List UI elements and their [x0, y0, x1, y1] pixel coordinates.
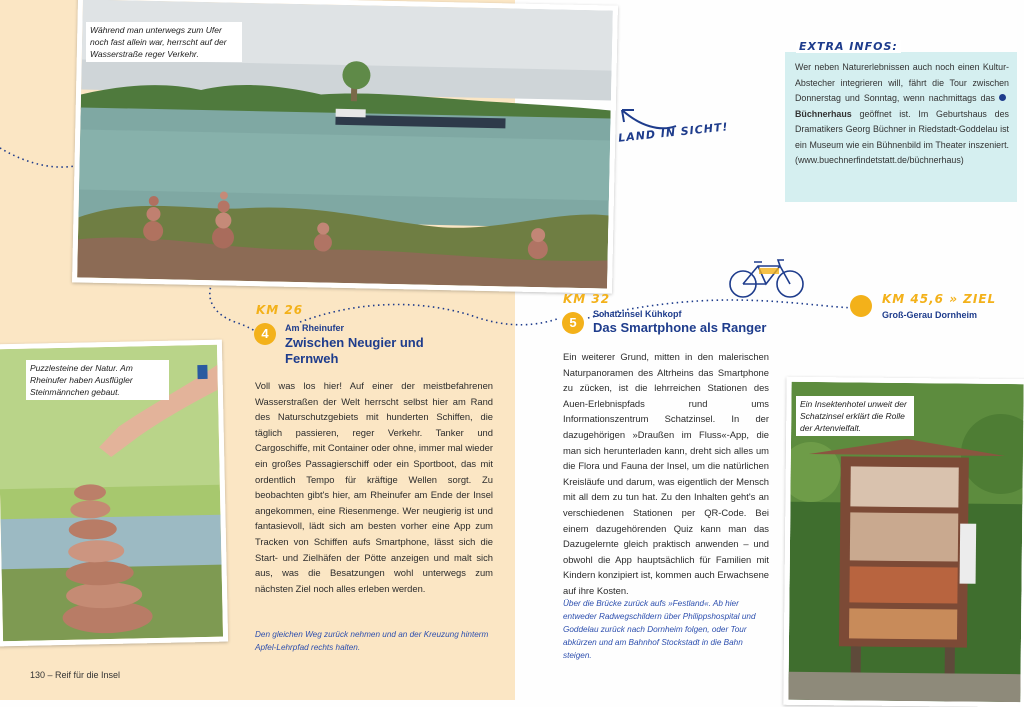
left-photo-caption: Puzzlesteine der Natur. Am Rheinufer haben Ausflügler Steinmännchen gebaut.: [26, 360, 169, 400]
top-photo-caption: Während man unterwegs zum Ufer noch fast allein war, herrscht auf der Wasserstraße reger Verkehr.: [86, 22, 242, 62]
stop4-heading: Zwischen Neugier und Fernweh: [285, 335, 424, 366]
stop4-number: 4: [254, 323, 276, 345]
stop5-body: Ein weiterer Grund, mitten in den malerischen Naturpanoramen des Altrheins das Smartphone zu zücken, ist die lehrreichen Stationen des Auen-Erlebnispfads rund ums Informationszentrum Schatzinsel. In der dazugehörigen »Draußen im Fluss«-App, die man sich herunterladen kann, dreht sich alles um die Flora und Fauna der Insel, um die natürlichen Kreisläufe und darum, was eigentlich der Mensch mit all dem zu tun hat. Zu den Inhalten geht's an verschiedenen Stationen per QR-Code. Bei einem dazugehörenden Quiz kann man das Dazugelernte gleich praktisch anwenden – und obwohl die App hauptsächlich für Familien mit Kindern konzipiert ist, kommen auch Erwachsene auf ihre Kosten.: [563, 351, 769, 596]
stop5-location: Schatzinsel Kühkopf: [593, 309, 682, 319]
goal-location: Groß-Gerau Dornheim: [882, 310, 978, 320]
stop5-number: 5: [562, 312, 584, 334]
bicycle-icon: [728, 258, 808, 302]
stop4-body: Voll was los hier! Auf einer der meistbefahrenen Wasserstraßen der Welt herrscht selbst hier am Rand des Naturschutzgebiets mit hunderten Schiffen, die täglich passieren, reger Verkehr. Tanker und Cargoschiffe, mit Container oder ohne, immer mal wieder ein großes Passagierschiff oder ein Sportboot, das mit ordentlich Tempo für kräftige Wellen sorgt. Zu beobachten gibt's hier, am Rheinufer am Ende der Insel angekommen, eine Riesenmenge. Wer neugierig ist und fantasievoll, lädt sich am besten vorher eine App zum Tracken von Schiffen aufs Smartphone, lässt sich die Start- und Zielhäfen der Pötte anzeigen und malt sich aus, was die Besatzungen wohl unterwegs zum nächsten Ziel noch alles erleben werden.: [255, 380, 493, 594]
buechnerhaus-label: Büchnerhaus: [795, 108, 852, 119]
goal-km: KM 45,6 » ZIEL: [882, 292, 997, 306]
stop4-directions: Den gleichen Weg zurück nehmen und an der Kreuzung hinterm Apfel-Lehrpfad rechts halten.: [255, 630, 489, 652]
extra-text-before: Wer neben Naturerlebnissen auch noch einen Kultur-Abstecher integrieren will, fährt die Tour zwischen Donnerstag und Sonntag, wenn nachmittags das: [795, 62, 1009, 103]
stop5-directions: Über die Brücke zurück aufs »Festland«. Ab hier entweder Radwegschildern über Philippshospital und Goddelau zurück nach Dornheim folgen, oder Tour abkürzen und am Bahnhof Stockstadt in die Bahn steigen.: [563, 599, 756, 660]
stop4-location: Am Rheinufer: [285, 323, 345, 333]
land-in-sicht-label: LAND IN SICHT!: [617, 120, 730, 145]
right-photo-caption: Ein Insektenhotel unweit der Schatzinsel erklärt die Rolle der Artenvielfalt.: [796, 396, 914, 436]
stop5-heading: Das Smartphone als Ranger: [593, 320, 767, 335]
extra-text-after: geöffnet ist. Im Geburtshaus des Dramatikers Georg Büchner in Riedstadt-Goddelau ist ein Museum wie ein Bühnenbild im Theater inszeniert. (www.buechnerfindetstatt.de/büchnerhaus): [795, 108, 1009, 165]
stop5-km: KM 32: [563, 292, 611, 306]
goal-dot: [850, 295, 872, 317]
stop4-km: KM 26: [256, 303, 304, 317]
location-dot-icon: [999, 94, 1006, 101]
extra-infos-text: [795, 60, 1009, 169]
extra-infos-title: EXTRA INFOS:: [796, 40, 901, 53]
page-footer: 130 – Reif für die Insel: [30, 670, 121, 680]
